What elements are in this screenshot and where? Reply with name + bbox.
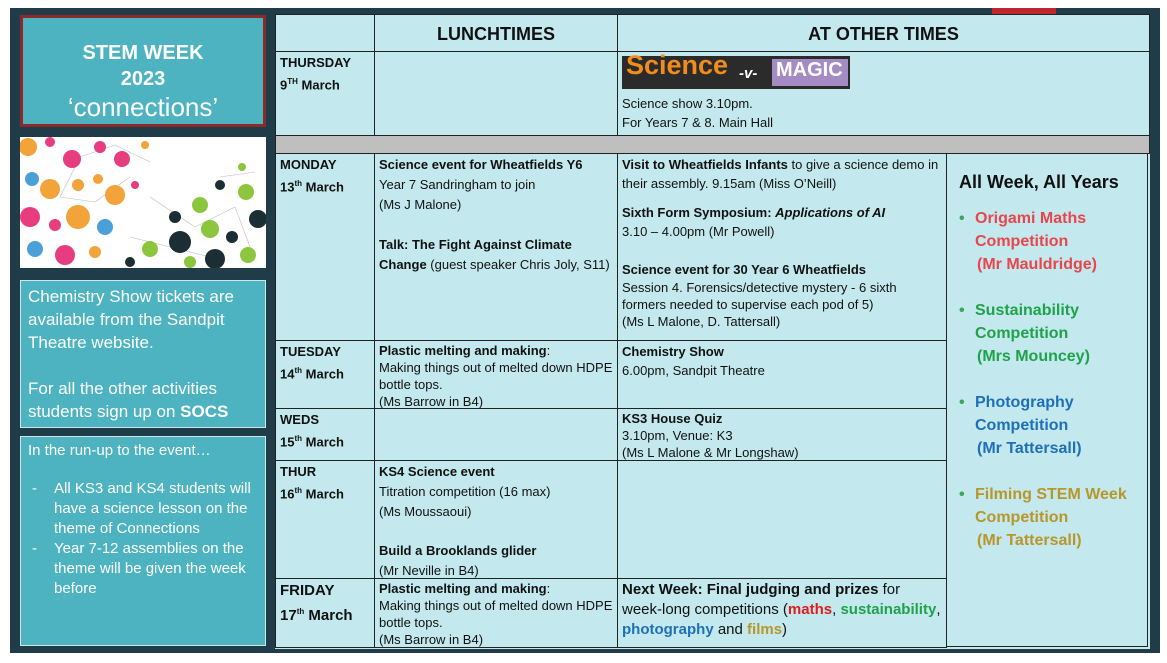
date-sup: th: [294, 434, 303, 443]
date-label: [280, 72, 370, 94]
monday-visit: [622, 155, 942, 193]
comp-staff: (Mr Mauldridge): [977, 256, 1097, 273]
monday-lunch-event-1: Science event for Wheatfields Y6: [379, 157, 583, 172]
connections-dots-image: [20, 137, 266, 268]
day-thur: [275, 460, 375, 579]
talk-title: Talk: The Fight Against Climate Change: [379, 237, 572, 272]
monday-wheatfields-text: Session 4. Forensics/detective mystery - 6 sixth formers needed to supervise each pod of 5): [622, 280, 897, 312]
symposium-topic: Applications of AI: [775, 205, 886, 220]
visit-text: to give a science demo in their assembly. 9.15am (Miss O’Neill): [622, 157, 939, 191]
day-label: TUESDAY: [280, 344, 341, 359]
comp-name: Origami Maths: [975, 210, 1087, 227]
date-sup: th: [294, 179, 303, 188]
competition-origami: [959, 207, 1135, 276]
date-sup: th: [294, 366, 303, 375]
house-quiz-staff: (Ms L Malone & Mr Longshaw): [622, 445, 799, 460]
date-num: 16: [280, 486, 295, 502]
films-link: films: [747, 621, 783, 638]
date-label: [280, 481, 370, 503]
date-num: 17: [280, 607, 297, 624]
date-sup: th: [294, 486, 303, 495]
and-text: and: [713, 621, 748, 638]
competition-list: [959, 207, 1135, 552]
weds-lunch: [374, 408, 618, 461]
monday-lunch-text-1: Year 7 Sandringham to join: [379, 177, 536, 192]
date-num: 15: [280, 434, 295, 450]
colon: :: [546, 581, 551, 596]
title-line-1: STEM WEEK: [82, 42, 204, 64]
close-paren: ): [782, 621, 788, 638]
symposium-title: Sixth Form Symposium:: [622, 205, 776, 220]
day-label: FRIDAY: [280, 582, 335, 599]
day-label: MONDAY: [280, 157, 337, 172]
glider-staff: (Mr Neville in B4): [379, 563, 479, 578]
logo-science: Science: [626, 51, 729, 80]
weds-other: [617, 408, 947, 461]
monday-wheatfields-staff: (Ms L Malone, D. Tattersall): [622, 314, 781, 329]
comp-staff: (Mr Tattersall): [977, 532, 1082, 549]
date-num: 13: [280, 179, 295, 195]
comp-name: Filming STEM Week: [975, 486, 1127, 503]
glider-title: Build a Brooklands glider: [379, 543, 537, 558]
competition-photography: [959, 391, 1135, 460]
comma: ,: [936, 601, 941, 618]
header-lunchtimes: LUNCHTIMES: [374, 14, 618, 52]
date-month: March: [304, 607, 353, 624]
day-label: WEDS: [280, 412, 319, 427]
symposium-time: 3.10 – 4.00pm (Mr Powell): [622, 224, 775, 239]
date-label: [280, 429, 370, 451]
logo-v: -v-: [739, 65, 758, 82]
tuesday-lunch-title: [379, 342, 613, 359]
signup-prefix: For all the other activities students sign up on: [28, 379, 217, 421]
monday-wheatfields-event: Science event for 30 Year 6 Wheatfields: [622, 262, 866, 277]
sustainability-link: sustainability: [840, 601, 937, 618]
science-v-magic-logo: [622, 51, 850, 89]
date-num: 9: [280, 77, 288, 93]
ks4-event-title: KS4 Science event: [379, 464, 495, 479]
header-corner: [275, 14, 375, 52]
titration-text: Titration competition (16 max): [379, 484, 551, 499]
friday-other: [617, 578, 947, 648]
comp-label: Competition: [975, 233, 1069, 250]
colon: :: [546, 343, 551, 358]
date-month: March: [302, 434, 344, 450]
date-month: March: [302, 179, 344, 195]
title-line-2: 2023: [120, 68, 166, 90]
visit-title: Visit to Wheatfields Infants: [622, 157, 788, 172]
friday-lunch-text: Making things out of melted down HDPE bottle tops.: [379, 598, 613, 630]
comp-label: Competition: [975, 325, 1069, 342]
comp-staff: (Mr Tattersall): [977, 440, 1082, 457]
monday-lunch-text-2: (Ms J Malone): [379, 197, 462, 212]
all-week-panel: [946, 153, 1148, 647]
thursday-show-audience: For Years 7 & 8. Main Hall: [622, 115, 774, 130]
thursday-lunch: [374, 51, 618, 136]
run-up-list: [28, 479, 258, 599]
day-friday: [275, 578, 375, 648]
socs-label: SOCS: [180, 402, 229, 421]
thursday-show-time: Science show 3.10pm.: [622, 96, 753, 111]
date-num: 14: [280, 366, 295, 382]
tuesday-lunch-staff: (Ms Barrow in B4): [379, 394, 484, 409]
date-sup: th: [296, 607, 305, 616]
date-sup: TH: [287, 77, 298, 86]
talk-speaker: (guest speaker Chris Joly, S11): [426, 257, 610, 272]
title-box: [20, 15, 266, 127]
final-judging-text: for week-long competitions (: [622, 581, 901, 618]
monday-symposium: [622, 203, 942, 222]
day-tuesday: [275, 340, 375, 409]
friday-lunch: [374, 578, 618, 648]
date-month: March: [302, 366, 344, 382]
house-quiz-title: KS3 House Quiz: [622, 411, 723, 426]
all-week-heading: All Week, All Years: [959, 172, 1119, 192]
date-label: [280, 174, 370, 196]
logo-magic: MAGIC: [776, 59, 843, 81]
date-label: [280, 601, 370, 626]
date-month: March: [297, 77, 340, 93]
comp-name: Photography: [975, 394, 1074, 411]
comma: ,: [832, 601, 841, 618]
titration-staff: (Ms Moussaoui): [379, 504, 472, 519]
day-monday: [275, 153, 375, 341]
comp-name: Sustainability: [975, 302, 1080, 319]
plastic-title: Plastic melting and making: [379, 581, 547, 596]
date-month: March: [302, 486, 344, 502]
thursday-other: [617, 51, 1150, 136]
house-quiz-time: 3.10pm, Venue: K3: [622, 428, 733, 443]
title-line-3: ‘connections’: [67, 92, 219, 122]
tickets-text: Chemistry Show tickets are available from the Sandpit Theatre website.: [28, 287, 234, 352]
comp-label: Competition: [975, 509, 1069, 526]
monday-lunch-talk: [379, 235, 613, 275]
thur-lunch: [374, 460, 618, 579]
tuesday-other: [617, 340, 947, 409]
chemistry-show-title: Chemistry Show: [622, 344, 724, 359]
run-up-item: - All KS3 and KS4 students will have a science lesson on the theme of Connections: [28, 479, 258, 539]
final-judging-title: Next Week: Final judging and prizes: [622, 581, 879, 598]
tuesday-lunch: [374, 340, 618, 409]
signup-text: [28, 377, 258, 423]
run-up-item: - Year 7-12 assemblies on the theme will be given the week before: [28, 539, 258, 599]
thur-other: [617, 460, 947, 579]
header-other-times: AT OTHER TIMES: [617, 14, 1150, 52]
photography-link: photography: [622, 621, 714, 638]
competition-sustainability: [959, 299, 1135, 368]
run-up-box: [20, 436, 266, 646]
monday-other: [617, 153, 947, 341]
run-up-intro: In the run-up to the event…: [28, 442, 211, 459]
row-separator: [275, 135, 1150, 154]
dots-network-graphic: [20, 137, 266, 268]
tuesday-lunch-text: Making things out of melted down HDPE bottle tops.: [379, 360, 613, 392]
maths-link: maths: [787, 601, 833, 618]
tickets-info-box: [20, 280, 266, 428]
date-label: [280, 361, 370, 383]
day-thursday: [275, 51, 375, 136]
comp-staff: (Mrs Mouncey): [977, 348, 1090, 365]
plastic-title: Plastic melting and making: [379, 343, 547, 358]
day-label: THURSDAY: [280, 55, 352, 70]
comp-label: Competition: [975, 417, 1069, 434]
monday-lunch: [374, 153, 618, 341]
day-label: THUR: [280, 464, 317, 479]
competition-filming: [959, 483, 1135, 552]
day-weds: [275, 408, 375, 461]
chemistry-show-time: 6.00pm, Sandpit Theatre: [622, 363, 765, 378]
friday-lunch-title: [379, 580, 613, 597]
friday-lunch-staff: (Ms Barrow in B4): [379, 632, 484, 647]
